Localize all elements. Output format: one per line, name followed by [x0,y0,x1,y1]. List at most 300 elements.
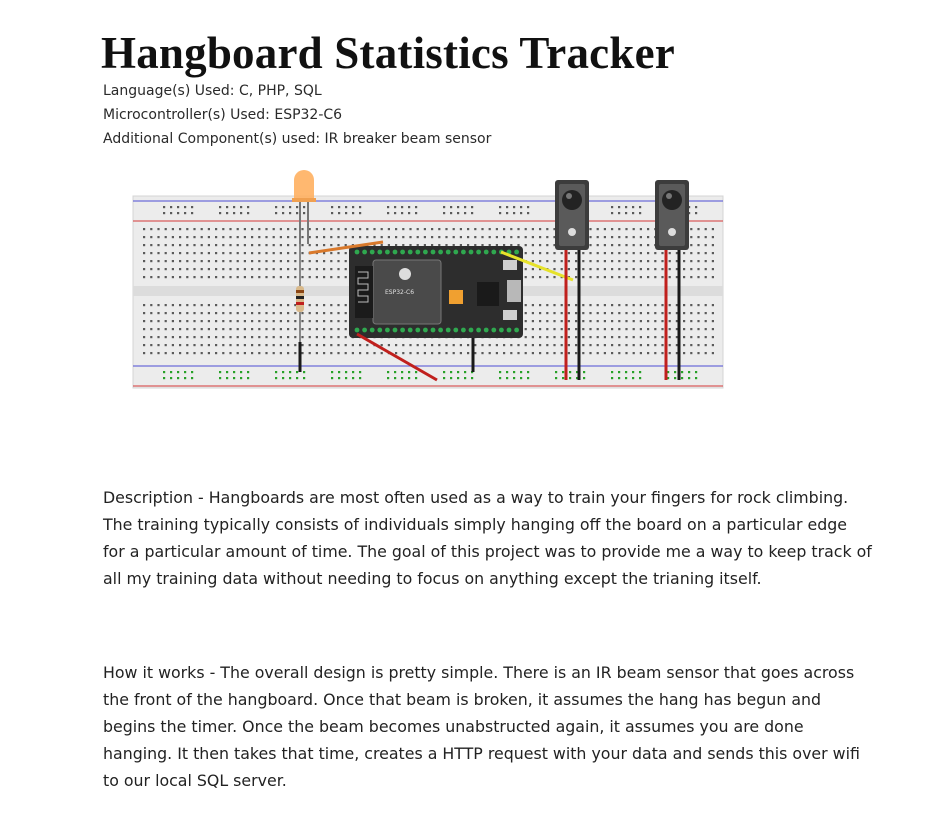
breadboard-hole [337,320,339,322]
breadboard-hole [424,344,426,346]
breadboard-hole [294,320,296,322]
breadboard-hole [330,236,332,238]
breadboard-hole [506,371,508,373]
breadboard-hole [527,377,529,379]
breadboard-hole [611,236,613,238]
breadboard-hole [460,228,462,230]
breadboard-hole [633,260,635,262]
breadboard-hole [215,320,217,322]
breadboard-hole [683,304,685,306]
breadboard-hole [697,344,699,346]
breadboard-hole [150,276,152,278]
breadboard-hole [172,276,174,278]
breadboard-hole [179,312,181,314]
breadboard-hole [226,371,228,373]
breadboard-hole [489,344,491,346]
breadboard-hole [240,371,242,373]
breadboard-hole [244,244,246,246]
breadboard-hole [352,371,354,373]
breadboard-hole [201,352,203,354]
breadboard-hole [337,352,339,354]
breadboard-hole [323,228,325,230]
breadboard-hole [352,206,354,208]
breadboard-hole [546,336,548,338]
breadboard-hole [661,320,663,322]
breadboard-hole [251,304,253,306]
breadboard-hole [467,244,469,246]
breadboard-hole [387,377,389,379]
breadboard-hole [597,276,599,278]
breadboard-hole [561,260,563,262]
breadboard-hole [150,268,152,270]
breadboard-hole [265,336,267,338]
description-paragraph: Description - Hangboards are most often used as a way to train your fingers for rock climbing. The training typically consists of individuals simply hanging off the board on a particular edge for a particular amount of time. The goal of this project was to provide me a way to keep track of all my training data without needing to focus on anything except the trianing itself. [103,487,872,588]
how-it-works-paragraph: How it works - The overall design is pretty simple. There is an IR beam sensor that goes across the front of the hangboard. Once that beam is broken, it assumes the hang has begun and begins the timer. Once the beam becomes unabstructed again, it assumes you are done hanging. It then takes that time, creates a HTTP request with your data and sends this over wifi to our local SQL server. [103,662,860,790]
breadboard-hole [219,377,221,379]
breadboard-hole [251,328,253,330]
breadboard-hole [163,206,165,208]
esp32-pin [377,328,382,333]
breadboard-hole [316,352,318,354]
breadboard-hole [294,252,296,254]
breadboard-hole [431,344,433,346]
breadboard-hole [395,236,397,238]
breadboard-hole [705,260,707,262]
breadboard-hole [402,228,404,230]
breadboard-hole [222,236,224,238]
breadboard-hole [539,328,541,330]
breadboard-hole [661,328,663,330]
breadboard-hole [186,312,188,314]
breadboard-hole [589,336,591,338]
breadboard-hole [457,206,459,208]
breadboard-hole [506,377,508,379]
breadboard-hole [525,328,527,330]
breadboard-hole [424,352,426,354]
breadboard-hole [381,344,383,346]
breadboard-hole [338,377,340,379]
breadboard-hole [201,276,203,278]
breadboard-hole [532,276,534,278]
breadboard-hole [618,228,620,230]
breadboard-hole [359,212,361,214]
breadboard-hole [569,377,571,379]
breadboard-hole [633,352,635,354]
breadboard-hole [445,352,447,354]
breadboard-hole [345,236,347,238]
breadboard-hole [258,236,260,238]
esp32-pin [370,250,375,255]
breadboard-hole [275,377,277,379]
breadboard-hole [546,304,548,306]
breadboard-hole [331,212,333,214]
breadboard-hole [251,228,253,230]
breadboard-hole [705,312,707,314]
breadboard-hole [633,312,635,314]
breadboard-hole [251,236,253,238]
breadboard-hole [229,304,231,306]
breadboard-hole [143,344,145,346]
breadboard-hole [513,206,515,208]
breadboard-hole [697,228,699,230]
breadboard-hole [208,344,210,346]
breadboard-hole [172,320,174,322]
breadboard-hole [525,244,527,246]
breadboard-hole [394,371,396,373]
breadboard-hole [303,371,305,373]
breadboard-hole [561,304,563,306]
breadboard-hole [695,212,697,214]
breadboard-hole [525,312,527,314]
breadboard-hole [287,236,289,238]
breadboard-hole [301,344,303,346]
breadboard-hole [247,206,249,208]
breadboard-hole [229,344,231,346]
breadboard-hole [330,336,332,338]
breadboard-hole [287,244,289,246]
breadboard-hole [597,268,599,270]
breadboard-hole [661,312,663,314]
breadboard-hole [409,236,411,238]
breadboard-hole [150,260,152,262]
breadboard-hole [309,268,311,270]
breadboard-hole [294,236,296,238]
breadboard-hole [387,371,389,373]
breadboard-hole [553,268,555,270]
breadboard-hole [201,344,203,346]
breadboard-hole [589,344,591,346]
breadboard-hole [258,244,260,246]
breadboard-hole [712,236,714,238]
breadboard-hole [618,344,620,346]
breadboard-hole [143,328,145,330]
breadboard-hole [467,352,469,354]
breadboard-hole [237,352,239,354]
breadboard-hole [201,260,203,262]
breadboard-hole [618,352,620,354]
breadboard-hole [215,228,217,230]
breadboard-hole [337,304,339,306]
breadboard-hole [309,344,311,346]
breadboard-hole [546,328,548,330]
breadboard-hole [229,260,231,262]
breadboard-hole [280,328,282,330]
breadboard-hole [445,244,447,246]
breadboard-hole [517,228,519,230]
breadboard-hole [388,228,390,230]
breadboard-hole [450,206,452,208]
breadboard-hole [265,352,267,354]
esp32-pin [476,328,481,333]
breadboard-hole [165,260,167,262]
breadboard-hole [222,344,224,346]
breadboard-hole [215,276,217,278]
breadboard-hole [316,304,318,306]
breadboard-hole [273,320,275,322]
breadboard-hole [464,371,466,373]
breadboard-hole [316,336,318,338]
breadboard-hole [251,320,253,322]
breadboard-hole [240,212,242,214]
breadboard-hole [532,228,534,230]
breadboard-hole [639,371,641,373]
esp32-pin [377,250,382,255]
breadboard-hole [280,236,282,238]
breadboard-hole [157,236,159,238]
breadboard-hole [647,276,649,278]
breadboard-hole [597,236,599,238]
breadboard-hole [337,236,339,238]
breadboard-hole [654,276,656,278]
breadboard-hole [316,344,318,346]
breadboard-hole [177,377,179,379]
breadboard-hole [640,312,642,314]
breadboard-hole [237,344,239,346]
breadboard-hole [471,212,473,214]
breadboard-hole [640,344,642,346]
breadboard-hole [157,228,159,230]
breadboard-hole [625,312,627,314]
breadboard-hole [244,304,246,306]
breadboard-hole [303,212,305,214]
breadboard-hole [226,377,228,379]
breadboard-hole [301,236,303,238]
breadboard-hole [273,236,275,238]
breadboard-hole [244,328,246,330]
breadboard-hole [280,304,282,306]
breadboard-hole [402,344,404,346]
breadboard-hole [301,252,303,254]
breadboard-hole [539,336,541,338]
breadboard-hole [409,344,411,346]
breadboard-hole [561,352,563,354]
breadboard-hole [453,228,455,230]
breadboard-hole [654,260,656,262]
breadboard-hole [712,344,714,346]
breadboard-hole [287,336,289,338]
breadboard-hole [294,328,296,330]
breadboard-hole [589,352,591,354]
breadboard-hole [352,228,354,230]
breadboard-hole [296,206,298,208]
breadboard-hole [597,344,599,346]
breadboard-hole [546,320,548,322]
breadboard-hole [191,371,193,373]
breadboard-hole [625,206,627,208]
breadboard-hole [179,304,181,306]
breadboard-hole [330,352,332,354]
breadboard-hole [345,336,347,338]
breadboard-hole [165,336,167,338]
breadboard-hole [697,268,699,270]
breadboard-hole [582,260,584,262]
breadboard-hole [208,228,210,230]
breadboard-hole [532,336,534,338]
breadboard-hole [705,252,707,254]
breadboard-hole [424,236,426,238]
breadboard-hole [191,377,193,379]
breadboard-hole [215,304,217,306]
breadboard-hole [625,352,627,354]
breadboard-hole [337,328,339,330]
breadboard-hole [208,312,210,314]
breadboard-hole [244,352,246,354]
breadboard-hole [215,328,217,330]
breadboard-hole [625,344,627,346]
breadboard-hole [697,320,699,322]
breadboard-hole [309,336,311,338]
breadboard-hole [632,377,634,379]
breadboard-hole [618,252,620,254]
breadboard-hole [654,252,656,254]
breadboard-hole [337,312,339,314]
breadboard-hole [208,304,210,306]
breadboard-hole [640,268,642,270]
breadboard-hole [683,260,685,262]
breadboard-hole [258,312,260,314]
breadboard-hole [712,352,714,354]
breadboard-hole [510,236,512,238]
breadboard-hole [424,228,426,230]
breadboard-hole [244,312,246,314]
breadboard-hole [569,371,571,373]
breadboard-hole [568,336,570,338]
breadboard-hole [237,328,239,330]
breadboard-hole [265,276,267,278]
microcontroller-used: Microcontroller(s) Used: ESP32-C6 [103,107,343,123]
breadboard-hole [193,276,195,278]
breadboard-hole [282,377,284,379]
breadboard-hole [265,320,267,322]
esp32-pin [461,328,466,333]
breadboard-hole [352,236,354,238]
breadboard-hole [401,377,403,379]
breadboard-hole [654,328,656,330]
breadboard-hole [604,244,606,246]
breadboard-hole [359,352,361,354]
breadboard-hole [330,320,332,322]
breadboard-hole [179,344,181,346]
breadboard-hole [697,336,699,338]
breadboard-hole [373,236,375,238]
breadboard-hole [589,228,591,230]
breadboard-hole [503,352,505,354]
breadboard-hole [669,268,671,270]
breadboard-hole [229,268,231,270]
breadboard-hole [330,344,332,346]
breadboard-hole [471,377,473,379]
breadboard-hole [280,320,282,322]
breadboard-hole [618,377,620,379]
breadboard-hole [633,276,635,278]
breadboard-hole [381,236,383,238]
breadboard-hole [359,344,361,346]
breadboard-hole [625,228,627,230]
breadboard-hole [589,268,591,270]
esp32-pin [362,328,367,333]
breadboard-hole [417,352,419,354]
breadboard-hole [316,228,318,230]
breadboard-hole [157,336,159,338]
breadboard-hole [546,252,548,254]
breadboard-hole [359,236,361,238]
breadboard-hole [301,328,303,330]
breadboard-hole [568,344,570,346]
breadboard-hole [280,352,282,354]
breadboard-hole [513,212,515,214]
breadboard-hole [244,336,246,338]
breadboard-hole [394,377,396,379]
breadboard-hole [532,344,534,346]
breadboard-hole [443,377,445,379]
breadboard-hole [589,304,591,306]
breadboard-hole [240,377,242,379]
breadboard-hole [415,212,417,214]
breadboard-hole [179,276,181,278]
breadboard-hole [282,212,284,214]
breadboard-hole [553,312,555,314]
breadboard-hole [474,344,476,346]
breadboard-hole [575,260,577,262]
breadboard-hole [618,304,620,306]
breadboard-hole [597,304,599,306]
breadboard-hole [338,212,340,214]
breadboard-hole [510,352,512,354]
breadboard-hole [438,244,440,246]
breadboard-hole [265,228,267,230]
esp32-pin [484,250,489,255]
breadboard-hole [611,328,613,330]
breadboard-hole [303,377,305,379]
breadboard-hole [265,344,267,346]
breadboard-hole [525,228,527,230]
breadboard-hole [193,236,195,238]
breadboard-hole [438,228,440,230]
breadboard-hole [633,304,635,306]
esp32-pin [469,328,474,333]
breadboard-hole [387,206,389,208]
breadboard-hole [654,268,656,270]
breadboard-hole [150,236,152,238]
breadboard-hole [705,304,707,306]
breadboard-hole [287,320,289,322]
breadboard-hole [647,352,649,354]
breadboard-hole [323,312,325,314]
breadboard-hole [611,212,613,214]
breadboard-hole [287,228,289,230]
breadboard-hole [345,252,347,254]
esp32-pin [431,328,436,333]
breadboard-hole [618,276,620,278]
esp32-pin [393,250,398,255]
breadboard-hole [611,260,613,262]
breadboard-hole [172,304,174,306]
breadboard-hole [417,344,419,346]
breadboard-hole [170,377,172,379]
breadboard-hole [201,236,203,238]
breadboard-hole [611,312,613,314]
breadboard-hole [597,252,599,254]
breadboard-hole [712,320,714,322]
breadboard-hole [222,328,224,330]
breadboard-hole [289,371,291,373]
breadboard-hole [366,228,368,230]
breadboard-hole [208,244,210,246]
breadboard-hole [633,328,635,330]
breadboard-hole [186,236,188,238]
breadboard-hole [539,320,541,322]
breadboard-hole [496,344,498,346]
